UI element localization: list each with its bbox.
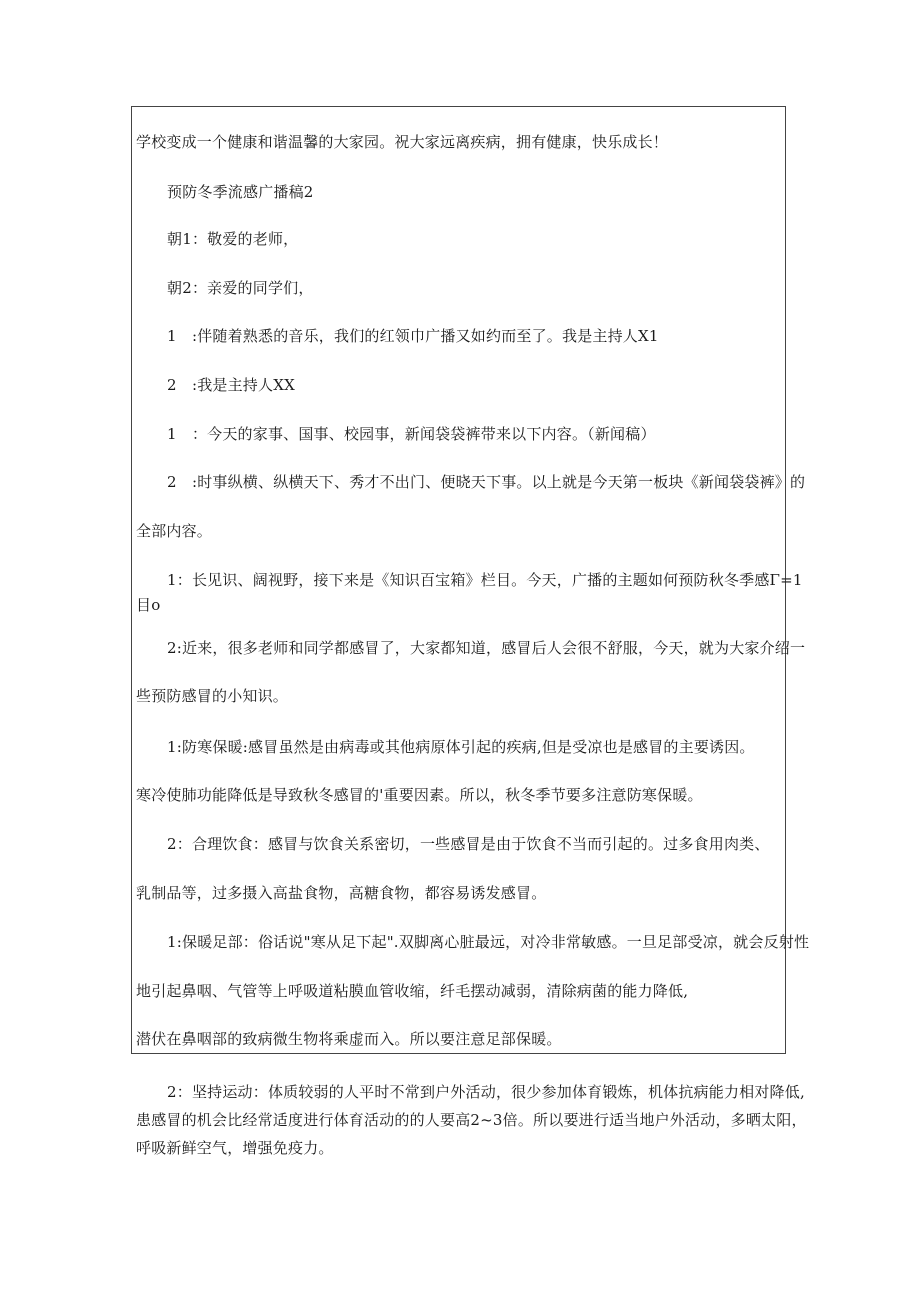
paragraph-line: 2：坚持运动：体质较弱的人平时不常到户外活动，很少参加体育锻炼，机体抗病能力相对降低, [167,1083,805,1101]
paragraph-line: 1：长见识、阔视野，接下来是《知识百宝箱》栏目。今天，广播的主题如何预防秋冬季感Γ=1 [167,571,803,589]
paragraph-line: 2:近来，很多老师和同学都感冒了，大家都知道，感冒后人会很不舒服，今天，就为大家介绍一 [167,639,806,657]
paragraph-line: 学校变成一个健康和谐温馨的大家园。祝大家远离疾病，拥有健康，快乐成长！ [136,133,669,151]
paragraph-line: 寒冷使肺功能降低是导致秋冬感冒的'重要因素。所以，秋冬季节要多注意防寒保暖。 [136,786,703,804]
paragraph-line: 全部内容。 [136,522,213,540]
paragraph-line: 2：合理饮食：感冒与饮食关系密切，一些感冒是由于饮食不当而引起的。过多食用肉类、 [167,835,770,853]
paragraph-line: 1:防寒保暖:感冒虽然是由病毒或其他病原体引起的疾病,但是受凉也是感冒的主要诱因。 [167,738,755,756]
paragraph-line: 地引起鼻咽、气管等上呼吸道粘膜血管收缩，纤毛摆动减弱，清除病菌的能力降低, [136,982,689,1000]
paragraph-line: 患感冒的机会比经常适度进行体育活动的的人要高2~3倍。所以要进行适当地户外活动，多晒太阳， [136,1111,807,1129]
paragraph-line: 潜伏在鼻咽部的致病微生物将乘虚而入。所以要注意足部保暖。 [136,1030,562,1048]
paragraph-line: 朝1：敬爱的老师， [167,230,299,248]
paragraph-line: 些预防感冒的小知识。 [136,687,289,705]
paragraph-line: 1 :伴随着熟悉的音乐，我们的红领巾广播又如约而至了。我是主持人X1 [167,327,659,345]
paragraph-line: 1:保暖足部：俗话说"寒从足下起".双脚离心脏最远，对冷非常敏感。一旦足部受凉，就会反射性 [167,933,810,951]
paragraph-line: 1 ：今天的家事、国事、校园事，新闻袋袋裤带来以下内容。（新闻稿） [167,425,656,443]
paragraph-line: 目o [136,596,161,614]
paragraph-line: 乳制品等，过多摄入高盐食物，高糖食物，都容易诱发感冒。 [136,884,547,902]
paragraph-line: 呼吸新鲜空气，增强免疫力。 [136,1139,334,1157]
paragraph-line: 2 :我是主持人XX [167,376,295,394]
paragraph-line: 朝2：亲爱的同学们， [167,279,314,297]
section-title: 预防冬季流感广播稿2 [167,183,314,201]
paragraph-line: 2 :时事纵横、纵横天下、秀才不出门、便晓天下事。以上就是今天第一板块《新闻袋袋裤》的 [167,473,806,491]
